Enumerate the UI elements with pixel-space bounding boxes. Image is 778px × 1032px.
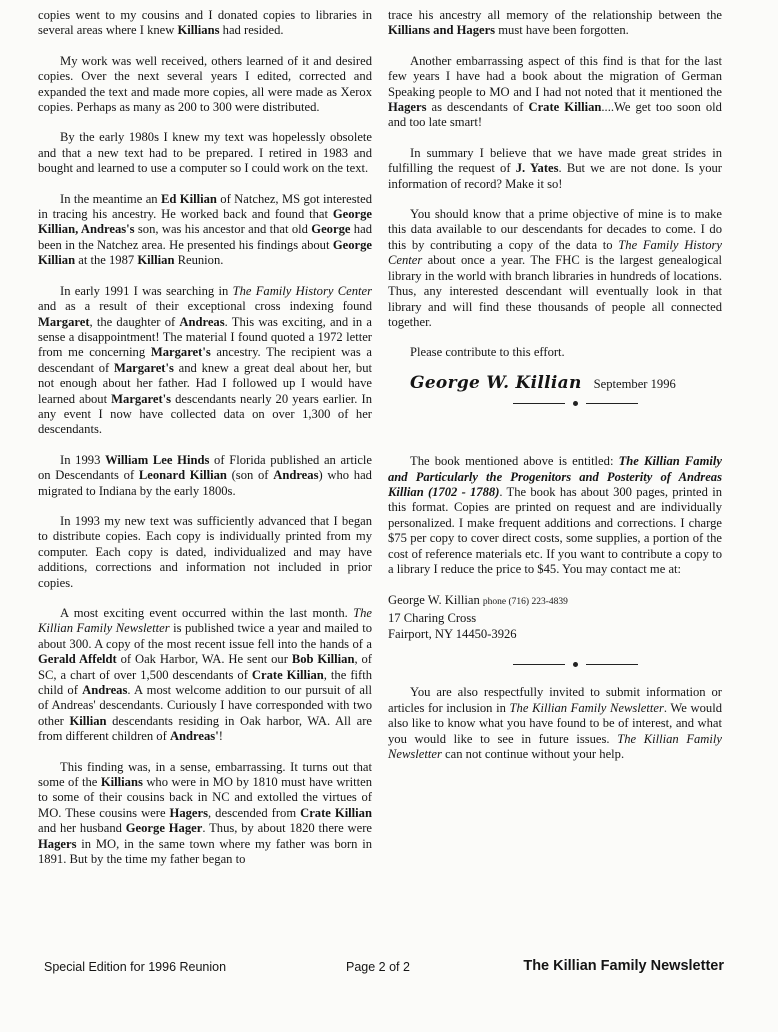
paragraph: This finding was, in a sense, embarrassing. It turns out that some of the Killians who were in MO by 1810 must have written to some of their cousins back in NC and extolled the virtues of MO. These cousins were Hagers, descended from Crate Killian and her husband George Hager. Thus, by about 1820 there were Hagers in MO, in the same town where my father was born in 1891. But by the time my father began to	[38, 759, 372, 867]
bullet-icon	[573, 401, 578, 406]
contact-name: George W. Killian	[388, 593, 480, 608]
paragraph: Another embarrassing aspect of this find is that for the last few years I have had a book about the migration of German Speaking people to MO and I had not noted that it mentioned the Hagers as descendants of Crate Killian....We get too soon old and too late smart!	[388, 53, 722, 130]
contact-city: Fairport, NY 14450-3926	[388, 627, 517, 642]
paragraph: A most exciting event occurred within the last month. The Killian Family Newsletter is published twice a year and mailed to about 300. A copy of the most recent issue fell into the hands of a Gerald Affeldt of Oak Harbor, WA. He sent our Bob Killian, of SC, a chart of over 1,500 descendants of Crate Killian, the fifth child of Andreas. A most welcome addition to our pursuit of all of Andreas' descendants. Curiously I have corresponded with two other Killian descendants residing in Oak harbor, WA. All are from different children of Andreas'!	[38, 606, 373, 744]
paragraph: You are also respectfully invited to submit information or articles for inclusion in The Killian Family Newsletter. We would also like to know what you have found to be of interest, and what you would like to see in future issues. The Killian Family Newsletter can not continue without your help.	[388, 685, 722, 761]
bullet-icon	[573, 662, 578, 667]
paragraph: In 1993 William Lee Hinds of Florida published an article on Descendants of Leonard Killian (son of Andreas) who had migrated to Indiana by the early 1800s.	[38, 452, 372, 498]
contact-address	[388, 592, 722, 642]
paragraph: Please contribute to this effort.	[410, 345, 565, 360]
left-column	[38, 8, 372, 883]
signature: George W. Killian	[410, 372, 582, 393]
paragraph: In the meantime an Ed Killian of Natchez, MS got interested in tracing his ancestry. He worked back and found that George Killian, Andreas's son, was his ancestor and that old George had been in the Natchez area. He presented his findings about George Killian at the 1987 Killian Reunion.	[38, 191, 372, 268]
right-column	[388, 8, 722, 777]
paragraph: In early 1991 I was searching in The Family History Center and as a result of their exceptional cross indexing found Margaret, the daughter of Andreas. This was exciting, and in a sense a disappointment! The material I found quoted a 1972 letter from me concerning Margaret's ancestry. The recipient was a descendant of Margaret's and knew a great deal about her, but not enough about her father. Had I followed up I would have learned about Margaret's descendants nearly 20 years earlier. In any event I now have collected data on over 1,300 of her descendants.	[38, 283, 372, 437]
signature-date: September 1996	[593, 376, 676, 391]
contact-street: 17 Charing Cross	[388, 611, 477, 626]
paragraph: The book mentioned above is entitled: The Killian Family and Particularly the Progenitors and Posterity of Andreas Killian (1702 - 1788). The book has about 300 pages, printed in this format. Copies are printed on request and are individually personalized. I make frequent additions and corrections. I charge $75 per copy to cover direct costs, some supplies, a portion of the cost of reference materials etc. If you want to contribute a copy to a library I reduce the price to $45. You may contact me at:	[388, 454, 722, 576]
footer-edition: Special Edition for 1996 Reunion	[44, 960, 227, 974]
footer-newsletter-title: The Killian Family Newsletter	[523, 958, 724, 974]
paragraph: You should know that a prime objective of mine is to make this data available to our descendants for decades to come. I do this by contributing a copy of the data to The Family History Center about once a year. The FHC is the largest genealogical library in the world with branch libraries in hundreds of locations. Thus, any interested descendant will eventually look in that library and will find these thousands of people all connected together.	[388, 207, 722, 329]
paragraph: copies went to my cousins and I donated copies to libraries in several areas where I knew Killians had resided.	[38, 8, 372, 38]
paragraph: In summary I believe that we have made great strides in fulfilling the request of J. Yates. But we are not done. Is your information of record? Make it so!	[388, 145, 722, 191]
paragraph: trace his ancestry all memory of the relationship between the Killians and Hagers must have been forgotten.	[388, 8, 722, 38]
signature-line	[410, 372, 722, 393]
paragraph: My work was well received, others learned of it and desired copies. Over the next several years I edited, corrected and expanded the text and made more copies, all were made as Xerox copies. Perhaps as many as 200 to 300 were distributed.	[38, 53, 372, 115]
footer-page-number: Page 2 of 2	[346, 960, 410, 974]
contact-phone: phone (716) 223-4839	[482, 597, 568, 608]
section-divider	[428, 396, 722, 410]
section-divider	[428, 657, 722, 671]
paragraph: By the early 1980s I knew my text was hopelessly obsolete and that a new text had to be prepared. I retired in 1983 and bought and learned to use a computer so I could work on the text.	[38, 130, 372, 176]
paragraph: In 1993 my new text was sufficiently advanced that I began to distribute copies. Each copy is individually printed from my computer. Each copy is dated, individualized and may have additions, corrections and information not included in prior copies.	[38, 513, 372, 590]
